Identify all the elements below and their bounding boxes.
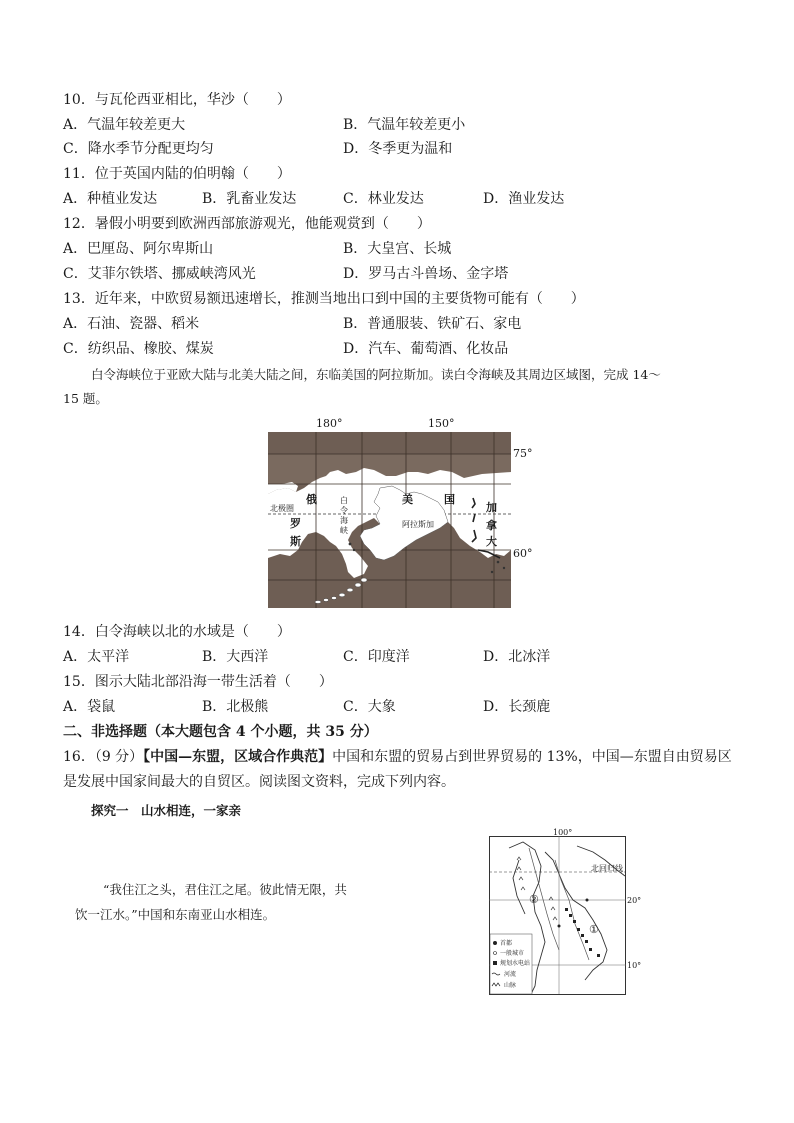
quote-line-1: “我住江之头，君住江之尾。彼此情无限，共 <box>103 882 347 897</box>
q10-option-d: D．冬季更为温和 <box>343 141 453 157</box>
legend-capital: 首都 <box>500 940 513 947</box>
russia-char-2: 罗 <box>290 517 301 530</box>
q15-option-a: A．袋鼠 <box>63 699 116 715</box>
q16-text-1: 中国和东盟的贸易占到世界贸易的 13%，中国—东盟自由贸易区 <box>332 749 732 765</box>
bering-strait-map <box>268 417 533 608</box>
q14-stem: 14．白令海峡以北的水域是（ ） <box>63 624 291 640</box>
legend-city: 一般城市 <box>500 950 525 957</box>
q14-option-d: D．北冰洋 <box>483 649 551 665</box>
q14-option-b: B．大西洋 <box>202 649 269 665</box>
marker-2: ② <box>529 893 539 906</box>
strait-char-3: 海 <box>340 516 348 525</box>
strait-char-1: 白 <box>340 496 348 505</box>
section2-heading: 二、非选择题（本大题包含 4 个小题，共 35 分） <box>63 724 378 740</box>
lon-100-label: 100° <box>553 828 573 837</box>
q11-stem: 11．位于英国内陆的伯明翰（ ） <box>63 166 291 182</box>
tropic-label: 北回归线 <box>591 864 623 873</box>
q14-option-c: C．印度洋 <box>343 649 410 665</box>
canada-char-3: 大 <box>486 535 497 548</box>
alaska-label: 阿拉斯加 <box>402 520 434 529</box>
q13-option-d: D．汽车、葡萄酒、化妆品 <box>343 341 509 357</box>
q15-option-c: C．大象 <box>343 699 396 715</box>
q10-option-c: C．降水季节分配更均匀 <box>63 141 214 157</box>
q15-option-d: D．长颈鹿 <box>483 699 551 715</box>
canada-char-1: 加 <box>486 501 497 514</box>
q11-option-b: B．乳畜业发达 <box>202 191 297 207</box>
legend-hydropower: 规划水电站 <box>500 960 531 967</box>
q13-stem: 13．近年来，中欧贸易额迅速增长，推测当地出口到中国的主要货物可能有（ ） <box>63 291 585 307</box>
marker-1: ① <box>589 923 599 936</box>
strait-char-4: 峡 <box>340 526 348 535</box>
russia-char-3: 斯 <box>290 535 301 548</box>
lat-75-label: 75° <box>513 447 533 460</box>
q16-title: 【中国—东盟，区域合作典范】 <box>143 749 333 765</box>
lat-10-label: 10° <box>627 961 642 970</box>
q11-option-c: C．林业发达 <box>343 191 424 207</box>
q16-text-2: 是发展中国家间最大的自贸区。阅读图文资料，完成下列内容。 <box>63 774 455 790</box>
q13-option-a: A．石油、瓷器、稻米 <box>63 316 200 332</box>
intro-14-15-line2: 15 题。 <box>63 391 108 406</box>
canada-char-2: 拿 <box>486 519 497 532</box>
intro-14-15-line1: 白令海峡位于亚欧大陆与北美大陆之间，东临美国的阿拉斯加。读白令海峡及其周边区域图，完成 14～ <box>91 367 661 382</box>
q15-stem: 15．图示大陆北部沿海一带生活着（ ） <box>63 674 333 690</box>
q13-option-c: C．纺织品、橡胶、煤炭 <box>63 341 214 357</box>
usa-char-2: 国 <box>444 493 455 506</box>
q10-option-b: B．气温年较差更小 <box>343 117 466 133</box>
q13-option-b: B．普通服装、铁矿石、家电 <box>343 316 522 332</box>
arctic-circle-label: 北极圈 <box>270 504 294 513</box>
bering-map-graphic <box>268 432 511 608</box>
legend-river: 河流 <box>504 971 517 978</box>
russia-char-1: 俄 <box>306 493 317 506</box>
q12-option-d: D．罗马古斗兽场、金字塔 <box>343 266 509 282</box>
q12-option-a: A．巴厘岛、阿尔卑斯山 <box>63 241 214 257</box>
q16-number: 16．（9 分） <box>63 749 144 765</box>
quote-line-2: 饮一江水。”中国和东南亚山水相连。 <box>75 907 276 922</box>
q16-line1 <box>63 747 732 767</box>
usa-char-1: 美 <box>402 493 413 506</box>
q12-option-c: C．艾菲尔铁塔、挪威峡湾风光 <box>63 266 256 282</box>
lon-150-label: 150° <box>428 417 455 430</box>
q12-stem: 12．暑假小明要到欧洲西部旅游观光，他能观赏到（ ） <box>63 216 431 232</box>
lat-20-label: 20° <box>627 896 642 905</box>
lat-60-label: 60° <box>513 547 533 560</box>
q10-stem: 10．与瓦伦西亚相比，华沙（ ） <box>63 92 291 108</box>
lon-180-label: 180° <box>316 417 343 430</box>
legend-mountain: 山脉 <box>504 982 517 989</box>
q12-option-b: B．大皇宫、长城 <box>343 241 452 257</box>
q10-option-a: A．气温年较差更大 <box>63 117 186 133</box>
q11-option-a: A．种植业发达 <box>63 191 158 207</box>
q14-option-a: A．太平洋 <box>63 649 130 665</box>
q11-option-d: D．渔业发达 <box>483 191 565 207</box>
southeast-asia-map <box>489 828 642 996</box>
explore-1-heading: 探究一 山水相连，一家亲 <box>91 803 242 818</box>
q15-option-b: B．北极熊 <box>202 699 269 715</box>
strait-char-2: 令 <box>340 506 348 515</box>
